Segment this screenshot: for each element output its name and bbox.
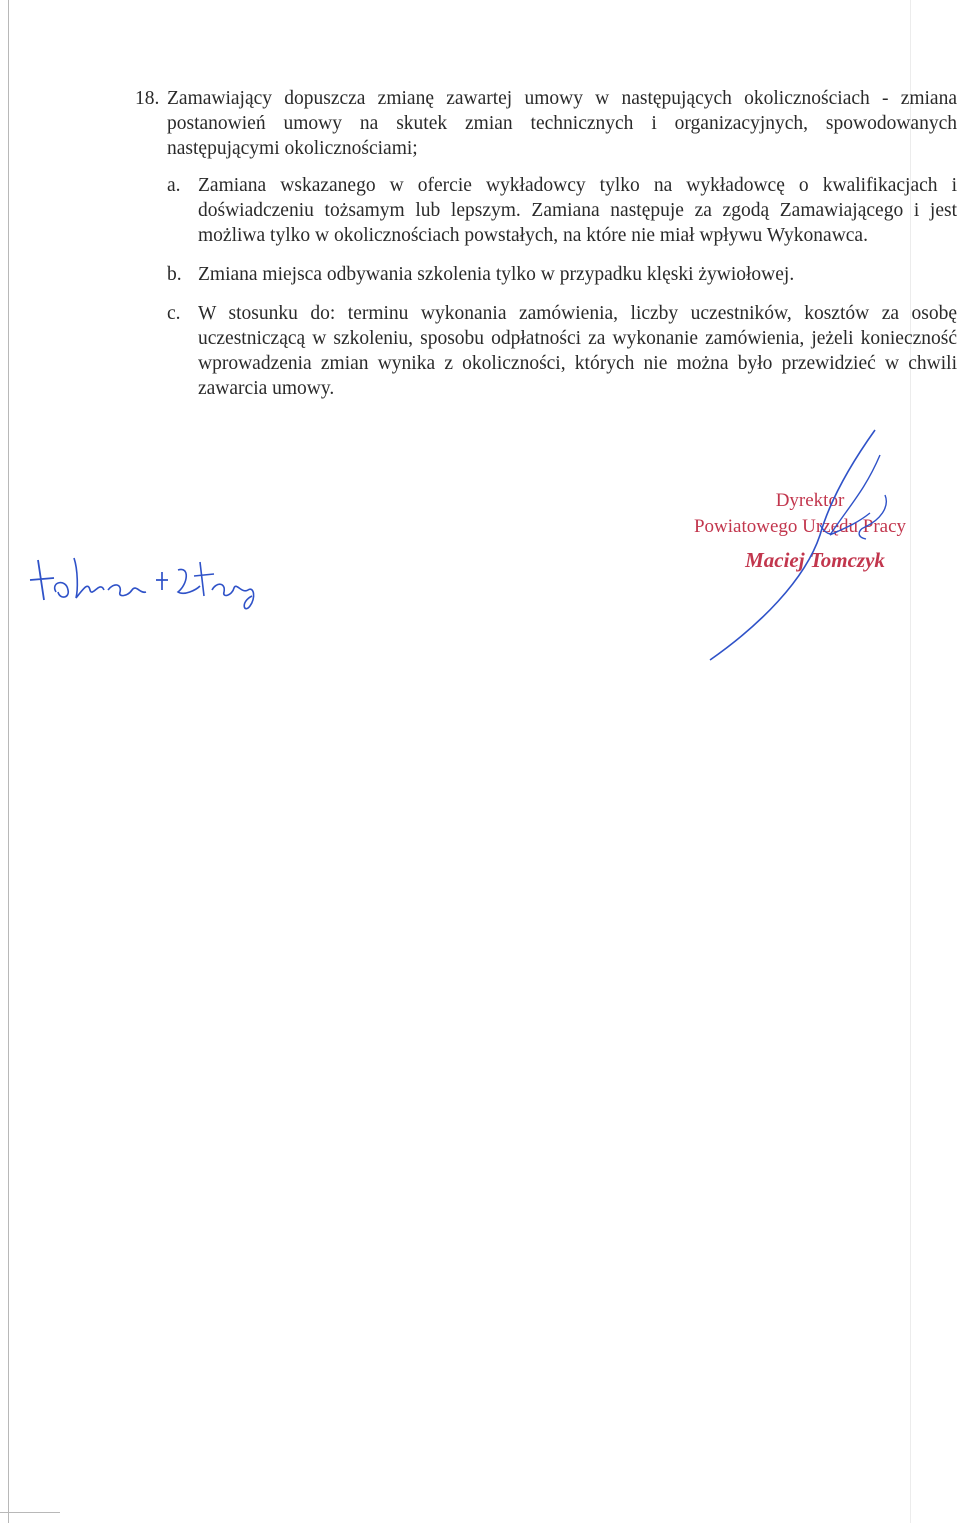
sub-item-a [167,173,957,248]
sub-item-letter: c. [167,303,181,324]
stamp-name: Maciej Tomczyk [745,548,885,572]
handwritten-note [28,540,268,620]
director-signature [680,425,910,665]
document-body [135,86,957,401]
stamp-office: Powiatowego Urzędu Pracy [693,516,907,537]
section-18 [135,86,957,161]
section-intro: Zamawiający dopuszcza zmianę zawartej umowy w następujących okolicznościach - zmiana postanowień umowy na skutek zmian technicznych i organizacyjnych, spowodowanych następującymi okolicznościami; [167,88,957,159]
scan-edge-left [8,0,9,1523]
sub-item-letter: a. [167,175,181,196]
sub-item-text: Zamiana wskazanego w ofercie wykładowcy tylko na wykładowcę o kwalifikacjach i doświadczeniu tożsamym lub lepszym. Zamiana następuje za zgodą Zamawiającego i jest możliwa tylko w okolicznościach powstałych, na które nie miał wpływu Wykonawca. [198,175,957,246]
section-number: 18. [135,88,160,109]
sub-item-letter: b. [167,264,182,285]
sub-item-text: Zmiana miejsca odbywania szkolenia tylko w przypadku klęski żywiołowej. [198,264,795,285]
scan-edge-bottom [0,1512,60,1513]
sub-item-b [167,262,957,287]
sub-item-c [167,301,957,401]
sub-item-text: W stosunku do: terminu wykonania zamówienia, liczby uczestników, kosztów za osobę uczestniczącą w szkoleniu, sposobu odpłatności za wykonanie zamówienia, jeżeli konieczność wprowadzenia zmian wynika z okoliczności, których nie można było przewidzieć w chwili zawarcia umowy. [198,303,957,399]
stamp-title: Dyrektor [775,490,845,511]
